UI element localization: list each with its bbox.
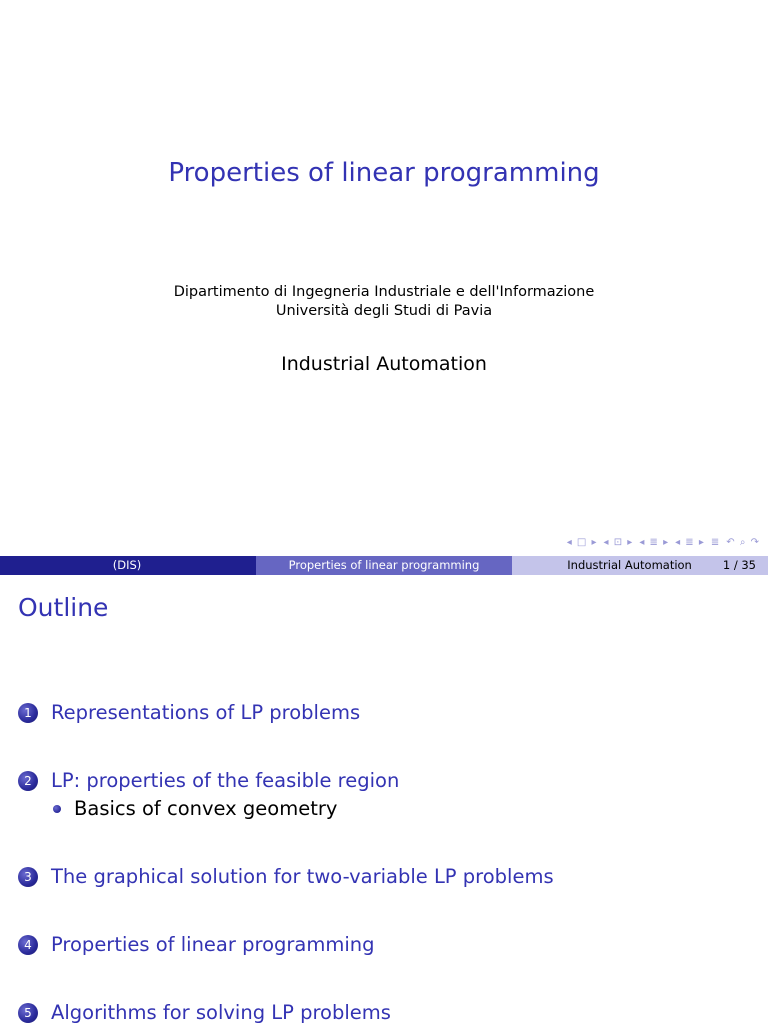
- institute: [0, 283, 768, 321]
- institute-university: Università degli Studi di Pavia: [275, 303, 493, 319]
- toc-item-5[interactable]: [18, 1001, 391, 1024]
- toc-item-4[interactable]: [18, 933, 374, 956]
- footline-course: Industrial Automation: [567, 558, 692, 572]
- footline-page-number: 1 / 35: [722, 558, 756, 572]
- toc-number-badge: 5: [18, 1003, 38, 1023]
- align-icon[interactable]: ≣: [710, 537, 721, 548]
- toc-number-badge: 4: [18, 935, 38, 955]
- section-nav[interactable]: ◂ ≣ ▸: [639, 537, 670, 548]
- toc-sublabel: Basics of convex geometry: [74, 797, 338, 820]
- toc-label: The graphical solution for two-variable LP problems: [51, 865, 554, 888]
- toc-number-badge: 3: [18, 867, 38, 887]
- institute-department: Dipartimento di Ingegneria Industriale e dell'Informazione: [173, 284, 595, 300]
- toc-item-1[interactable]: [18, 701, 360, 724]
- toc-number-badge: 2: [18, 771, 38, 791]
- frame-nav[interactable]: ◂ □ ▸: [566, 537, 598, 548]
- outline-slide: [0, 575, 768, 1024]
- section-nav-2[interactable]: ◂ ≣ ▸: [675, 537, 705, 548]
- presentation-title: Properties of linear programming: [168, 158, 600, 188]
- toc-item-3[interactable]: [18, 865, 554, 888]
- toc-label: LP: properties of the feasible region: [51, 769, 400, 792]
- toc-number-badge: 1: [18, 703, 38, 723]
- bullet-icon: [53, 805, 61, 813]
- footline-title: Properties of linear programming: [256, 556, 512, 575]
- footline: [0, 556, 768, 575]
- toc-item-2[interactable]: [18, 769, 399, 792]
- undo-search-redo-icons[interactable]: ↶ ⌕ ↷: [726, 537, 760, 548]
- footline-author: (DIS): [0, 556, 256, 575]
- frame-title: Outline: [18, 593, 109, 622]
- toc-subitem[interactable]: [53, 797, 337, 820]
- subsection-nav[interactable]: ◂ ⊡ ▸: [603, 537, 634, 548]
- footline-right: [512, 556, 768, 575]
- toc-label: Representations of LP problems: [51, 701, 361, 724]
- toc-label: Properties of linear programming: [51, 933, 375, 956]
- toc-label: Algorithms for solving LP problems: [51, 1001, 391, 1024]
- beamer-navigation: [567, 537, 760, 548]
- course-name: Industrial Automation: [281, 353, 487, 375]
